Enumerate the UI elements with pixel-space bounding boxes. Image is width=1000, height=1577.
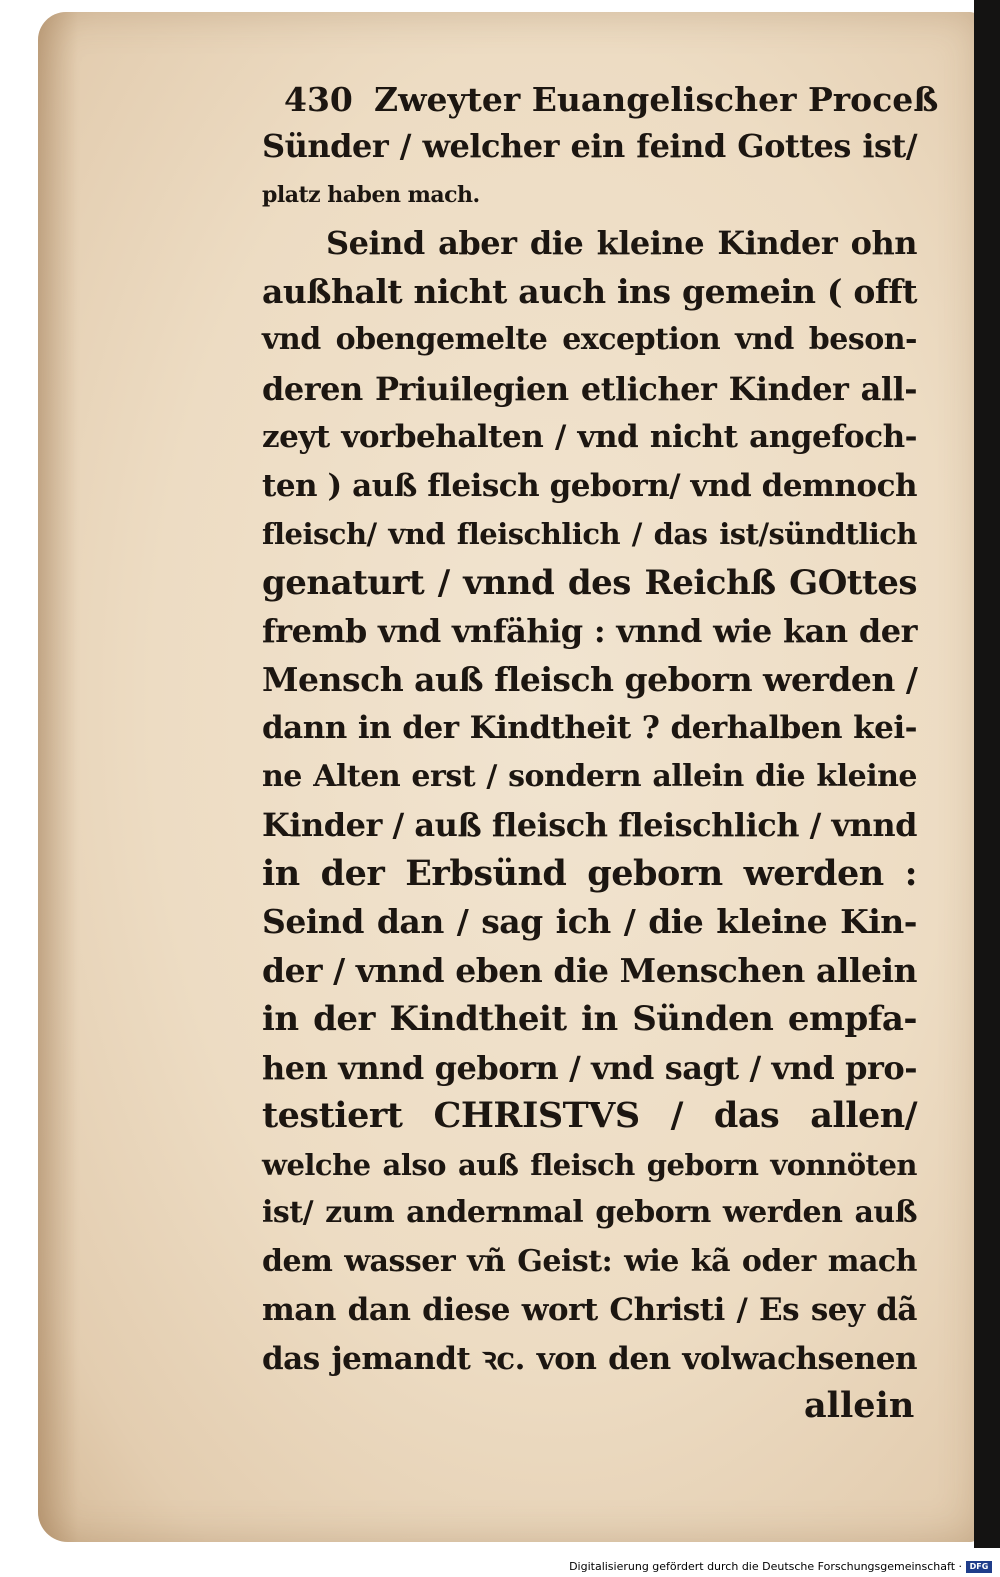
dfg-logo-icon: DFG [966,1561,992,1573]
running-head [262,80,942,120]
text-line: vnd obengemelte exception vnd beson- [262,322,917,357]
text-line: Sünder / welcher ein feind Gottes ist/ [262,127,917,165]
text-line: genaturt / vnnd des Reichß GOttes [262,562,917,603]
running-head-title: Zweyter Euangelischer Proceß [374,80,939,119]
text-line: in der Kindtheit in Sünden empfa- [262,999,917,1039]
text-line: hen vnnd geborn / vnd sagt / vnd pro- [262,1048,917,1087]
catchword: allein [804,1385,915,1426]
text-line: zeyt vorbehalten / vnd nicht angefoch- [262,419,917,455]
text-line: platz haben mach. [262,181,480,208]
text-line: Mensch auß fleisch geborn werden / [262,659,918,699]
text-line: deren Priuilegien etlicher Kinder all- [262,369,917,408]
text-line: Kinder / auß fleisch fleischlich / vnnd [262,806,917,844]
text-line: testiert CHRISTVS / das allen/ [262,1095,917,1136]
footer-credit-text: Digitalisierung gefördert durch die Deutsche Forschungsgemeinschaft · [569,1560,962,1573]
text-line: Seind dan / sag ich / die kleine Kin- [262,902,917,941]
text-line: der / vnnd eben die Menschen allein [262,950,917,990]
digitization-footer [569,1560,992,1573]
text-line: ne Alten erst / sondern allein die kleine [262,758,917,794]
page-edge-shadow [38,12,78,1542]
text-line: außhalt nicht auch ins gemein ( offt [262,271,917,311]
text-line: in der Erbsünd geborn werden : [262,852,917,894]
text-line: dem wasser vñ Geist: wie kã oder mach [262,1243,917,1279]
text-line: man dan diese wort Christi / Es sey dã [262,1292,917,1328]
text-line: fremb vnd vnfähig : vnnd wie kan der [262,612,917,650]
text-line: fleisch/ vnd fleischlich / das ist/sündtlich [262,517,917,551]
book-spine [974,0,1000,1548]
text-line: das jemandt ꝛc. von den volwachsenen [262,1340,917,1377]
text-line: welche also auß fleisch geborn vonnöten [262,1147,917,1182]
text-line: ten ) auß fleisch geborn/ vnd demnoch [262,467,917,504]
page-number: 430 [284,80,353,119]
text-line: Seind aber die kleine Kinder ohn [326,224,917,262]
text-line: dann in der Kindtheit ? derhalben kei- [262,710,917,746]
text-line: ist/ zum andernmal geborn werden auß [262,1195,917,1230]
page-text [262,80,942,1383]
body-text [262,122,942,1383]
